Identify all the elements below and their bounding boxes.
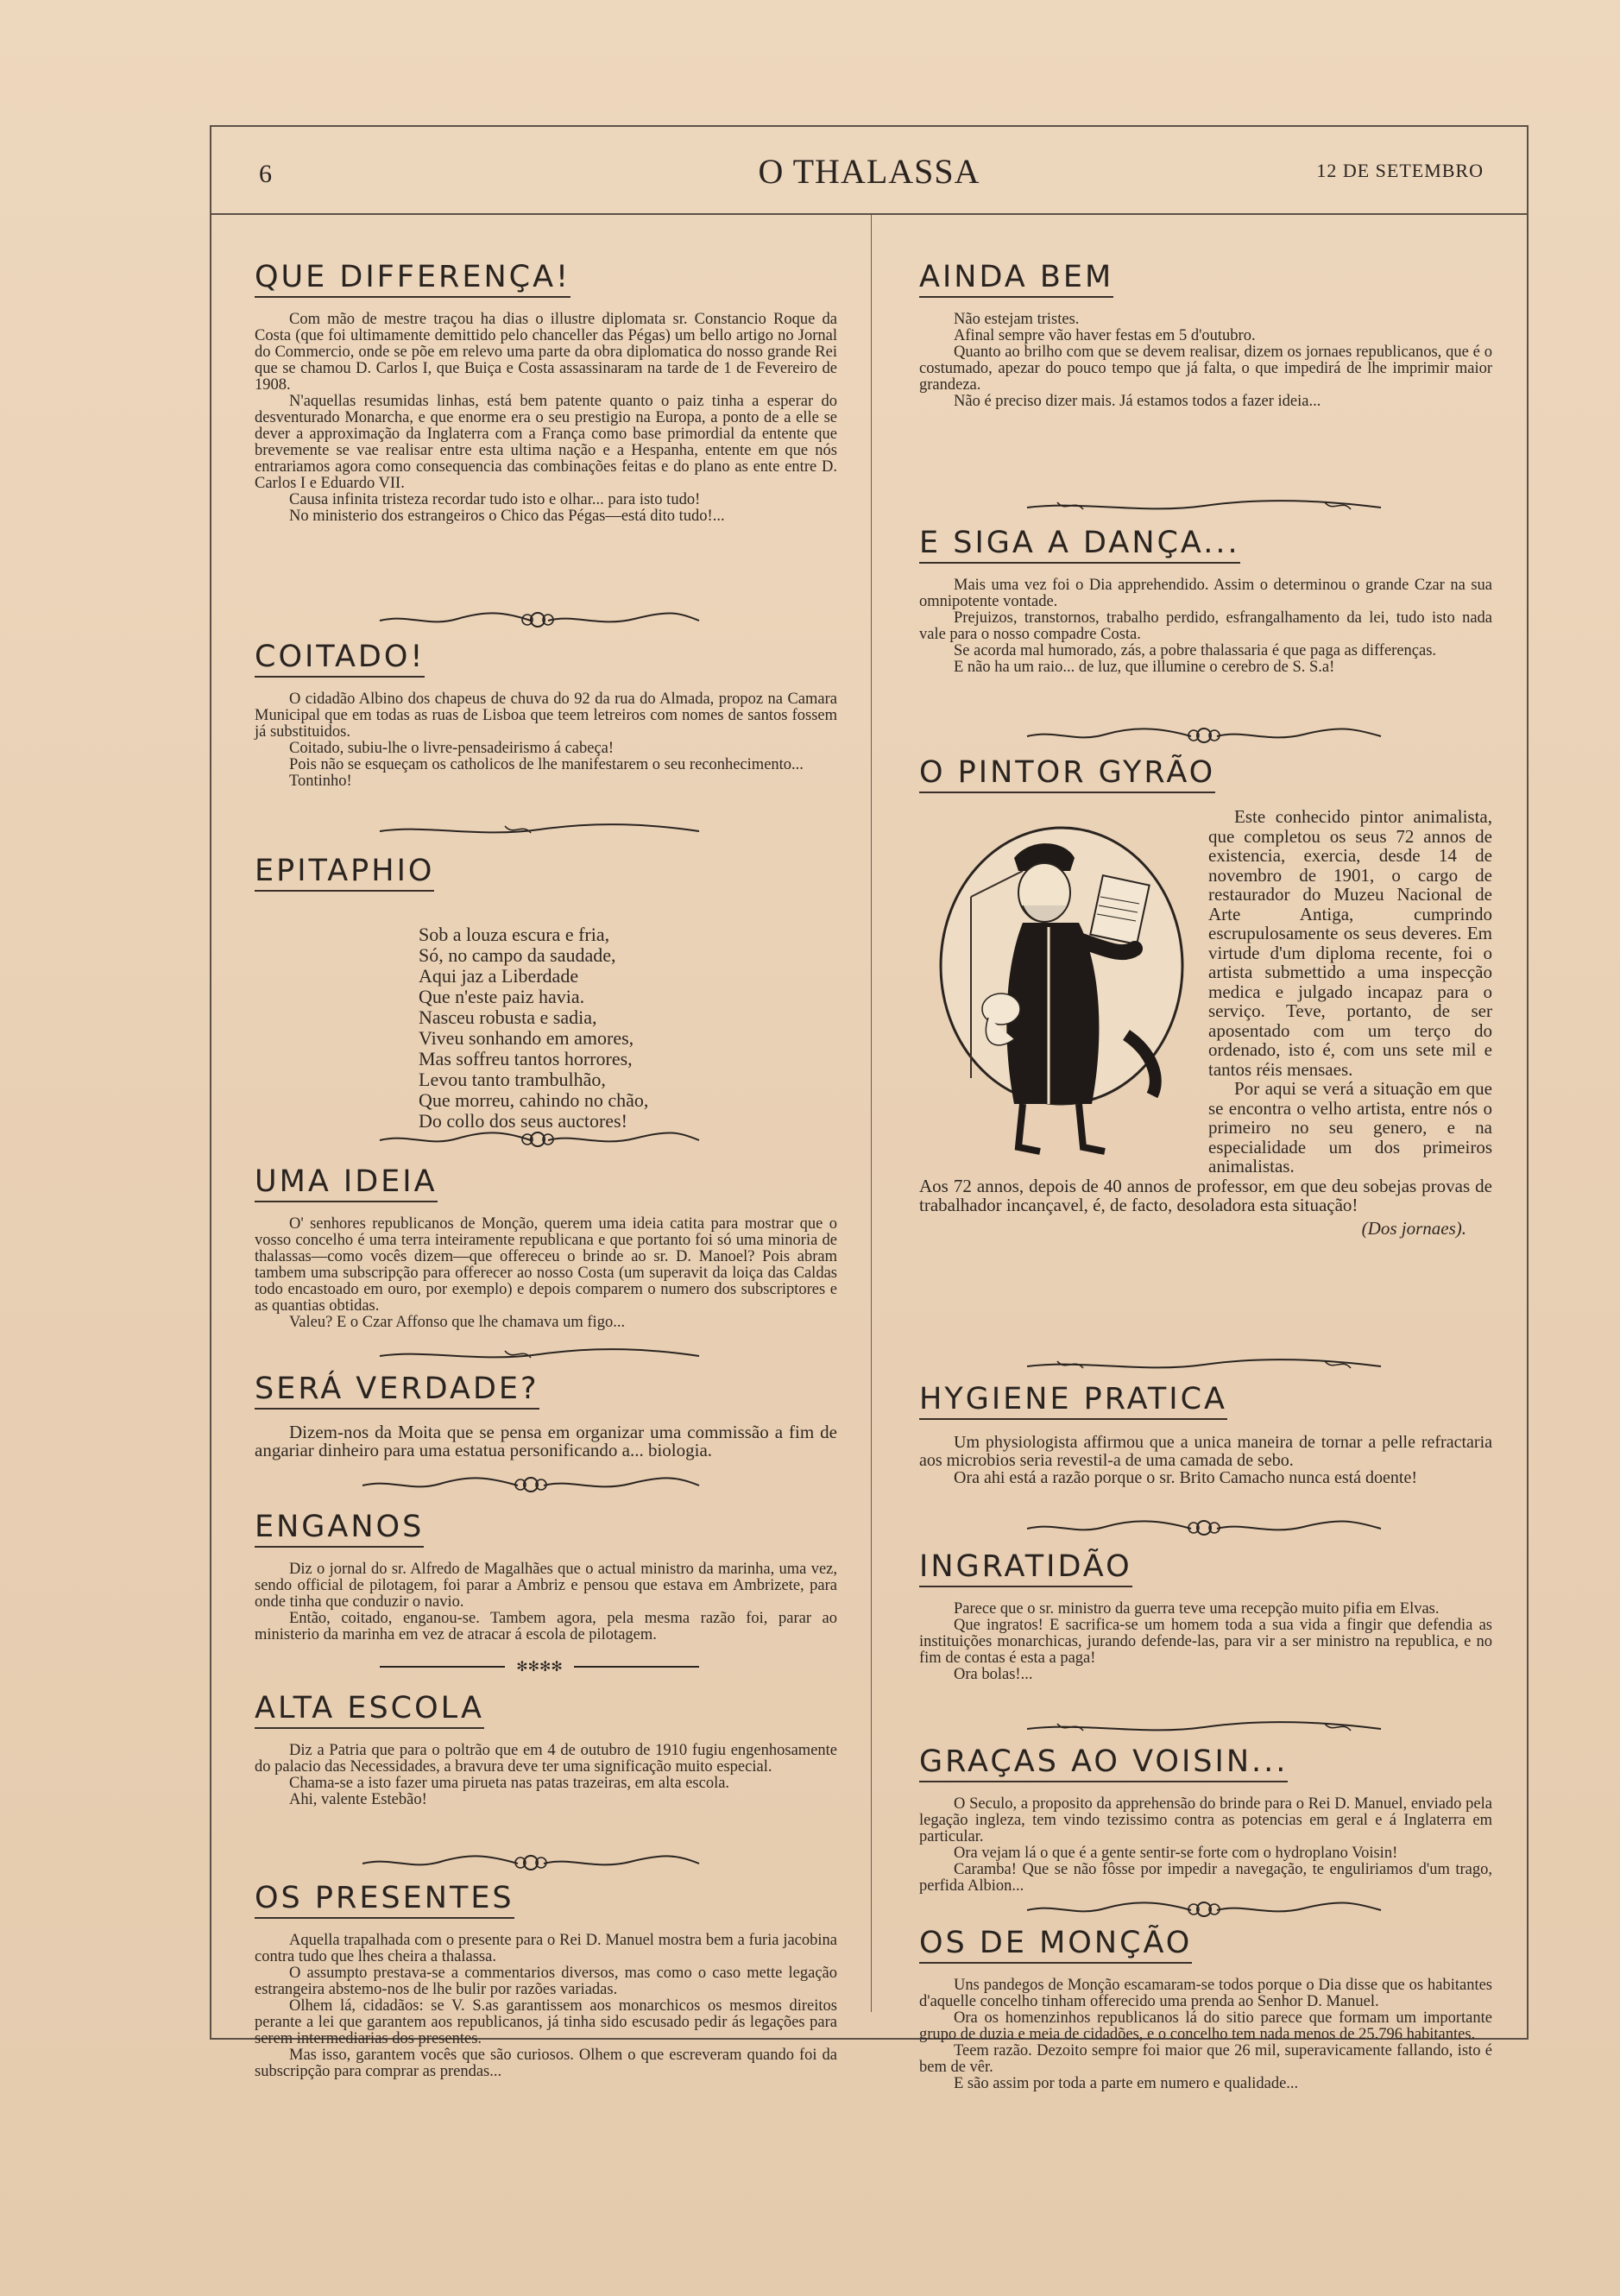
article-body [255, 691, 837, 790]
poem-line: Sob a louza escura e fria, [419, 924, 610, 945]
paragraph: Dizem-nos da Moita que se pensa em organizar uma commissão a fim de angariar dinheiro para uma estatua personificando a... biologia. [255, 1422, 837, 1460]
paragraph: Tontinho! [289, 773, 352, 790]
ornament-divider [1023, 1354, 1385, 1377]
article-title: O PINTOR GYRÃO [919, 755, 1215, 793]
poem-line: Levou tanto trambulhão, [419, 1069, 606, 1090]
paragraph: Diz o jornal do sr. Alfredo de Magalhães que o actual ministro da marinha, uma vez, sendo official de pilotagem, foi parar a Ambriz e pensou que estava em Ambrizete, para onde tinha que conduzir o navio. [255, 1561, 837, 1611]
article-title: E SIGA A DANÇA... [919, 526, 1240, 564]
article-title: AINDA BEM [919, 260, 1113, 298]
poem-line: Que morreu, cahindo no chão, [419, 1089, 649, 1111]
poem-line: Do collo dos seus auctores! [419, 1110, 627, 1132]
article-os-de-moncao [919, 1926, 1492, 2092]
article-body [919, 1977, 1492, 2092]
article-ingratidao [919, 1549, 1492, 1683]
caricature-illustration [919, 819, 1208, 1186]
ornament-divider [1023, 1717, 1385, 1739]
ornament-divider [375, 1344, 703, 1366]
paragraph: E não ha um raio... de luz, que illumine o cerebro de S. S.a! [954, 659, 1335, 676]
column-divider [871, 215, 872, 2012]
paragraph: Teem razão. Dezoito sempre foi maior que 26 mil, superavicamente fallando, isto é bem de vêr. [919, 2042, 1492, 2076]
paragraph: Aos 72 annos, depois de 40 annos de professor, em que deu sobejas provas de trabalhador incançavel, é, de facto, desoladora esta situação! [919, 1175, 1492, 1215]
article-title: HYGIENE PRATICA [919, 1382, 1227, 1420]
article-epitaphio [255, 854, 837, 1132]
paragraph: Chama-se a isto fazer uma pirueta nas patas trazeiras, em alta escola. [289, 1775, 730, 1792]
paragraph: O Seculo, a proposito da apprehensão do brinde para o Rei D. Manuel, enviado pela legação ingleza, tem vindo tezissimo contra as potencias em geral e á Inglaterra em particular. [919, 1795, 1492, 1845]
article-title: ALTA ESCOLA [255, 1691, 484, 1729]
article-body [255, 1933, 837, 2080]
article-title: QUE DIFFERENÇA! [255, 260, 570, 298]
page-frame [210, 125, 1529, 2092]
article-title: OS DE MONÇÃO [919, 1926, 1192, 1964]
paragraph: Mais uma vez foi o Dia apprehendido. Assim o determinou o grande Czar na sua omnipotente vontade. [919, 577, 1492, 610]
article-alta-escola [255, 1691, 837, 1808]
article-body [255, 1216, 837, 1331]
paragraph: Ora ahi está a razão porque o sr. Brito Camacho nunca está doente! [954, 1468, 1418, 1487]
article-body [255, 1423, 837, 1460]
poem-line: Só, no campo da saudade, [419, 944, 616, 966]
paragraph: Uns pandegos de Monção escamaram-se todos porque o Dia disse que os habitantes d'aquelle concelho tinham offerecido uma prenda ao Senhor D. Manuel. [919, 1977, 1492, 2010]
paragraph: Ora bolas!... [954, 1666, 1033, 1683]
paragraph: N'aquellas resumidas linhas, está bem patente quanto o paiz tinha a esperar do desventurado Monarcha, e que enorme era o seu prestigio na Europa, a ponto de a elle se dever a approximação da Inglaterra com a França como base primordial da entente que brevemente se vae realisar entre esta ultima nação e a Hespanha, entente em que nós entrariamos agora como consequencia das combinações feitas e do plano as ente entre D. Carlos I e Eduardo VII. [255, 393, 837, 492]
svg-text:✻✻✻✻: ✻✻✻✻ [516, 1658, 563, 1675]
article-title: SERÁ VERDADE? [255, 1372, 539, 1410]
ornament-divider [375, 1128, 703, 1151]
page-header [211, 127, 1527, 215]
article-que-differenca [255, 260, 837, 525]
ornament-divider [1023, 495, 1385, 518]
poem-line: Nasceu robusta e sadia, [419, 1006, 597, 1028]
ornament-divider [375, 819, 703, 842]
paragraph: Quanto ao brilho com que se devem realisar, dizem os jornaes republicanos, que é o costumado, apezar do pouco tempo que já falta, o que impedirá de lhe imprimir maior grandeza. [919, 344, 1492, 394]
article-e-siga-a-danca [919, 526, 1492, 676]
paragraph: Este conhecido pintor animalista, que completou os seus 72 annos de existencia, exercia, desde 14 de novembro de 1901, o cargo de restaurador do Muzeu Nacional de Arte Antiga, cumprindo escrupulosamente os seus deveres. Em virtude d'um diploma recente, foi o artista submettido a uma inspecção medica e julgado incapaz para o serviço. Teve, portanto, de ser aposentado com um terço do ordenado, isto é, com uns sete mil e tantos réis mensaes. [1208, 806, 1492, 1080]
paragraph: Olhem lá, cidadãos: se V. S.as garantissem aos monarchicos os mesmos direitos perante a lei que garantem aos republicanos, já tinha sido escusado pedir ás legações para serem intermediarias dos presentes. [255, 1997, 837, 2047]
paragraph: Com mão de mestre traçou ha dias o illustre diplomata sr. Constancio Roque da Costa (que foi ultimamente demittido pelo chanceller das Pégas) um bello artigo no Jornal do Commercio, onde se põe em relevo uma parte da obra diplomatica do nosso grande Rei que se chamou D. Carlos I, que Buiça e Costa assassinaram na tarde de 1 de Fevereiro de 1908. [255, 311, 837, 394]
paragraph: Mas isso, garantem vocês que são curiosos. Olhem o que escreveram quando foi da subscripção para comprar as prendas... [255, 2047, 837, 2080]
article-body [919, 312, 1492, 410]
article-title: ENGANOS [255, 1510, 424, 1548]
poem-line: Mas soffreu tantos horrores, [419, 1048, 633, 1069]
article-body [255, 312, 837, 525]
poem [255, 924, 837, 1132]
article-body [919, 1796, 1492, 1895]
article-coitado [255, 640, 837, 790]
article-title: EPITAPHIO [255, 854, 434, 892]
paragraph: Prejuizos, transtornos, trabalho perdido, esfrangalhamento da lei, tudo isto nada vale para o nosso compadre Costa. [919, 609, 1492, 643]
paragraph: No ministerio dos estrangeiros o Chico das Pégas—está dito tudo!... [289, 508, 725, 525]
article-title: GRAÇAS AO VOISIN... [919, 1744, 1288, 1782]
paragraph: Parece que o sr. ministro da guerra teve uma recepção muito pifia em Elvas. [954, 1600, 1440, 1618]
ornament-divider [1023, 1517, 1385, 1539]
article-title: INGRATIDÃO [919, 1549, 1132, 1587]
paragraph: Ora vejam lá o que é a gente sentir-se forte com o hydroplano Voisin! [954, 1845, 1398, 1862]
paragraph: Causa infinita tristeza recordar tudo isto e olhar... para isto tudo! [289, 491, 701, 508]
article-title: COITADO! [255, 640, 425, 678]
source-credit: (Dos jornaes). [1361, 1217, 1466, 1239]
article-body [919, 1434, 1492, 1487]
paragraph: Que ingratos! E sacrifica-se um homem toda a sua vida a fingir que defendia as instituições monarchicas, jurando defende-las, para vir a ser ministro na republica, e no fim de contas é esta a paga! [919, 1617, 1492, 1667]
ornament-divider [375, 609, 703, 631]
paragraph: Coitado, subiu-lhe o livre-pensadeirismo á cabeça! [289, 740, 615, 757]
paragraph: Diz a Patria que para o poltrão que em 4 de outubro de 1910 fugiu engenhosamente do palacio das Necessidades, a bravura deve ter uma significação muito especial. [255, 1742, 837, 1776]
paragraph: E são assim por toda a parte em numero e qualidade... [954, 2075, 1299, 2092]
paragraph: O cidadão Albino dos chapeus de chuva do 92 da rua do Almada, propoz na Camara Municipal que em todas as ruas de Lisboa que teem letreiros com nomes de santos fossem já substituidos. [255, 691, 837, 741]
paragraph: Pois não se esqueçam os catholicos de lhe manifestarem o seu reconhecimento... [289, 756, 804, 773]
article-gracas-ao-voisin [919, 1744, 1492, 1895]
right-column [919, 215, 1492, 2092]
gyrao-block [919, 807, 1492, 1238]
paragraph: Não estejam tristes. [954, 311, 1080, 328]
article-ainda-bem [919, 260, 1492, 410]
article-uma-ideia [255, 1164, 837, 1331]
paragraph: Ahi, valente Estebão! [289, 1791, 427, 1808]
poem-line: Viveu sonhando em amores, [419, 1027, 634, 1049]
article-enganos [255, 1510, 837, 1643]
article-body [255, 1561, 837, 1643]
left-column [255, 215, 837, 2080]
paragraph: Se acorda mal humorado, zás, a pobre thalassaria é que paga as differenças. [954, 642, 1437, 659]
ornament-divider [375, 1655, 703, 1677]
paragraph: Aquella trapalhada com o presente para o Rei D. Manuel mostra bem a furia jacobina contra tudo que lhes cheira a thalassa. [255, 1932, 837, 1965]
ornament-divider [358, 1851, 703, 1874]
paragraph: Por aqui se verá a situação em que se encontra o velho artista, entre nós o primeiro no seu genero, e na especialidade um dos primeiros animalistas. [1208, 1078, 1492, 1176]
paragraph: Então, coitado, enganou-se. Tambem agora, pela mesma razão foi, parar ao ministerio da marinha em vez de atracar á escola de pilotagem. [255, 1610, 837, 1643]
paragraph: O assumpto prestava-se a commentarios diversos, mas como o caso mette legação estrangeira abstemo-nos de lhe bulir por razões variadas. [255, 1965, 837, 1998]
article-os-presentes [255, 1881, 837, 2080]
page-number: 6 [259, 160, 272, 188]
article-body [919, 1601, 1492, 1683]
article-title: UMA IDEIA [255, 1164, 438, 1202]
article-pintor-gyrao [919, 755, 1492, 1238]
article-sera-verdade [255, 1372, 837, 1460]
article-title: OS PRESENTES [255, 1881, 514, 1919]
ornament-divider [358, 1473, 703, 1496]
article-body [919, 577, 1492, 676]
ornament-divider [1023, 1898, 1385, 1921]
paragraph: O' senhores republicanos de Monção, querem uma ideia catita para mostrar que o vosso concelho é uma terra inteiramente republicana e que portanto foi só uma minoria de thalassas—como vocês dizem—que offereceu o brinde ao sr. D. Manoel? Pois abram tambem uma subscripção para offerecer ao nosso Costa (um superavit da loiça das Caldas todo encastoado em ouro, por exemplo) e depois comparem o numero dos subscriptores e as quantias obtidas. [255, 1215, 837, 1315]
paragraph: Não é preciso dizer mais. Já estamos todos a fazer ideia... [954, 393, 1321, 410]
paragraph: Valeu? E o Czar Affonso que lhe chamava um figo... [289, 1314, 626, 1331]
ornament-divider [1023, 724, 1385, 747]
poem-line: Que n'este paiz havia. [419, 986, 585, 1007]
issue-date: 12 DE SETEMBRO [1316, 160, 1484, 181]
article-hygiene-pratica [919, 1382, 1492, 1487]
article-body [255, 1743, 837, 1808]
poem-line: Aqui jaz a Liberdade [419, 965, 579, 987]
paragraph: Caramba! Que se não fôsse por impedir a navegação, te enguliriamos d'um trago, perfida Albion... [919, 1861, 1492, 1895]
paragraph: Um physiologista affirmou que a unica maneira de tornar a pelle refractaria aos microbios seria revestil-a de uma camada de sebo. [919, 1433, 1492, 1470]
paragraph: Afinal sempre vão haver festas em 5 d'outubro. [954, 327, 1256, 344]
newspaper-title: O THALASSA [758, 152, 980, 191]
paragraph: Ora os homenzinhos republicanos lá do sitio parece que formam um importante grupo de duzia e meia de cidadões, e o concelho tem nada menos de 25.796 habitantes. [919, 2009, 1492, 2043]
